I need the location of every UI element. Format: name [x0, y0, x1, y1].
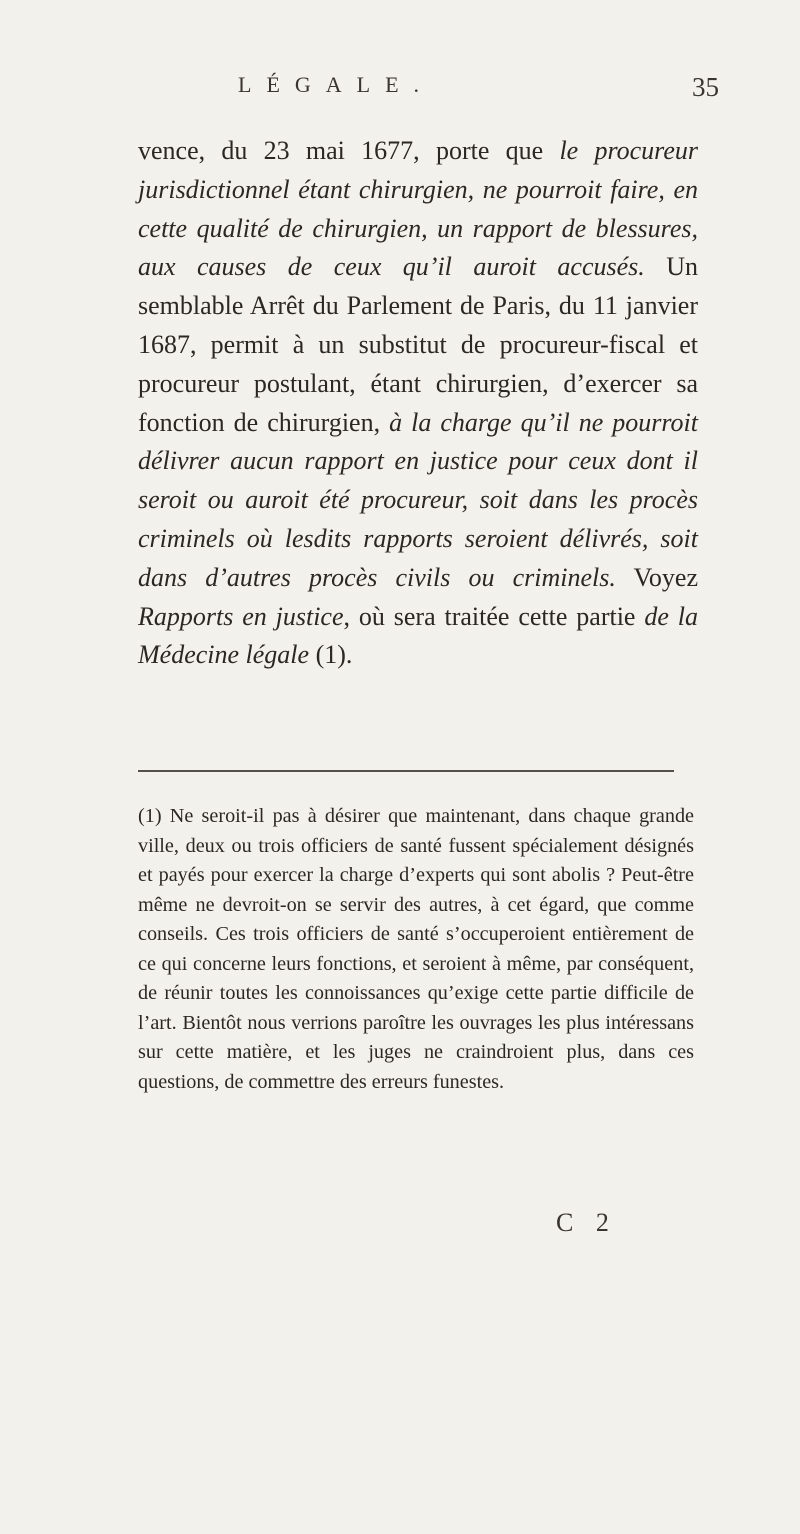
- main-paragraph: [138, 132, 698, 675]
- main-text: [138, 132, 698, 675]
- text-segment: Un semblable Arrêt du Parlement de Paris, du 11 janvier 1687, permit à un substitut de procureur-fiscal et procureur postulant, étant chirurgien, d’exercer sa fonction de chirurgien,: [138, 252, 698, 437]
- text-segment: Voyez: [615, 562, 698, 592]
- running-head: LÉGALE.: [238, 72, 435, 97]
- footnote-text: (1) Ne seroit-il pas à désirer que maintenant, dans chaque grande ville, deux ou trois officiers de santé fussent spécialement désignés et payés pour exercer la charge d’experts qui sont abolis ? Peut-être même ne devroit-on se servir des autres, à cet égard, que comme conseils. Ces trois officiers de santé s’occuperoient entièrement de ce qui concerne leurs fonctions, et seroient à même, par conséquent, de réunir toutes les connoissances qu’exige cette partie difficile de l’art. Bientôt nous verrions paroître les ouvrages les plus intéressans sur cette matière, et les juges ne craindroient plus, dans ces questions, de commettre des erreurs funestes.: [138, 805, 694, 1093]
- italic-segment: Rapports en justice: [138, 601, 344, 631]
- signature-mark: C 2: [556, 1208, 617, 1237]
- text-segment: , où sera traitée cette partie: [343, 601, 645, 631]
- text-segment: (1).: [309, 640, 353, 670]
- footnote: [138, 802, 694, 1097]
- italic-segment: le procureur jurisdictionnel étant chirurgien, ne pourroit faire, en cette qualité de chirurgien, un rapport de blessures, aux causes de ceux qu’il auroit accusés.: [138, 136, 698, 282]
- footnote-rule: [138, 770, 674, 772]
- page-number: 35: [692, 72, 719, 102]
- italic-segment: de la Médecine légale: [138, 601, 699, 670]
- italic-segment: à la charge qu’il ne pourroit délivrer aucun rapport en justice pour ceux dont il seroit ou auroit été procureur, soit dans les procès criminels où lesdits rapports seroient délivrés, soit dans d’autres procès civils ou criminels.: [138, 407, 698, 592]
- text-segment: vence, du 23 mai 1677, porte que: [138, 136, 560, 165]
- page-header: [0, 72, 800, 112]
